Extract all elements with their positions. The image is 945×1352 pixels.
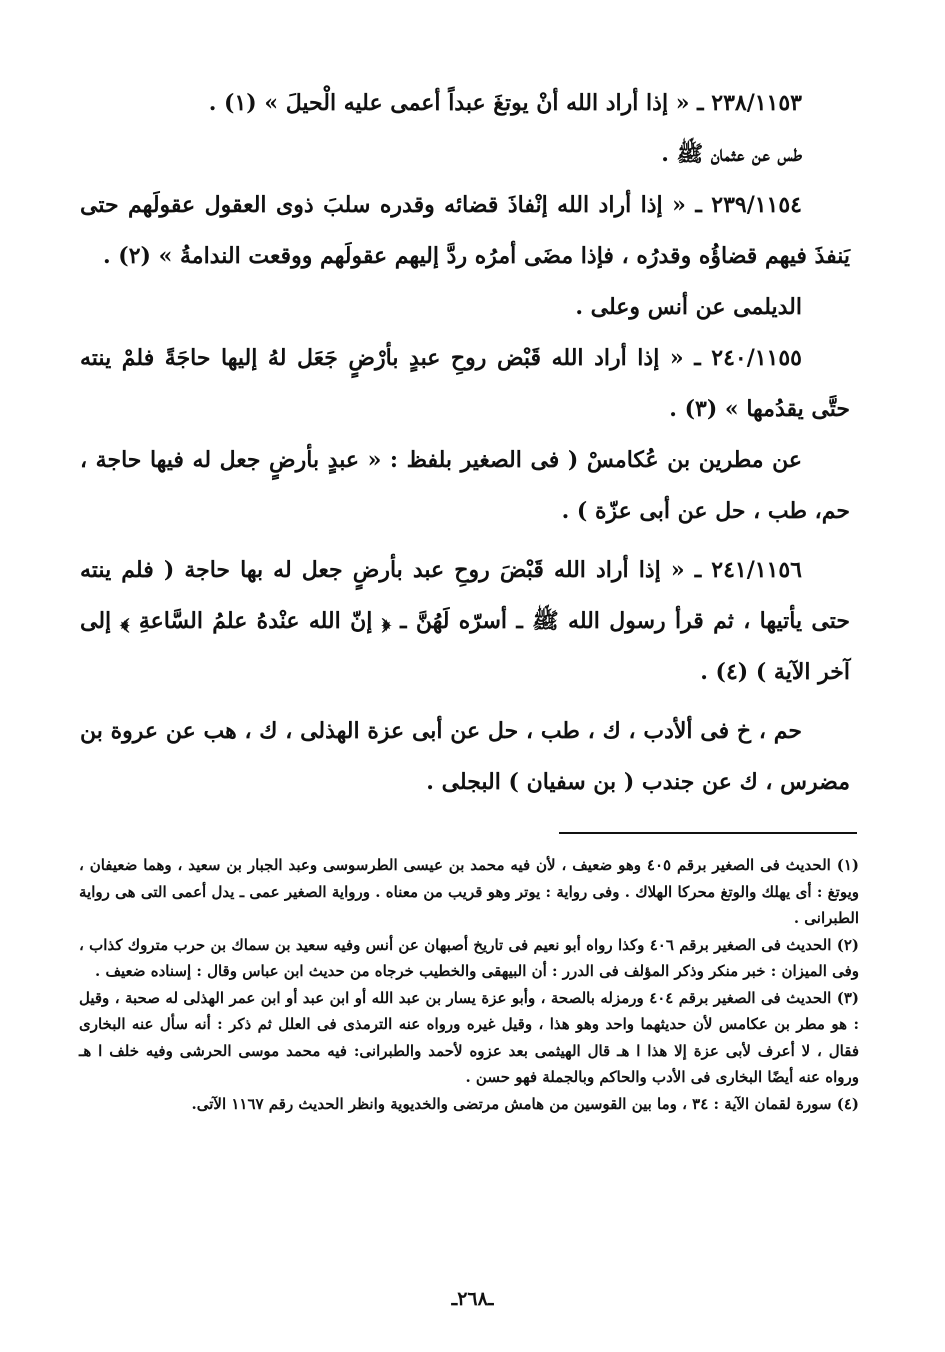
footnote-4: (٤) سورة لقمان الآية : ٣٤ ، وما بين القوسين من هامش مرتضى والخديوية وانظر الحديث رقم ١١٦٧ الآتى. [191,1094,859,1113]
footnote-divider [559,832,857,834]
footnote-1: (١) الحديث فى الصغير برقم ٤٠٥ وهو ضعيف ، لأن فيه محمد بن عيسى الطرسوسى وعبد الجبار بن سعيد ، وهما ضعيفان ، ويوتغ : أى يهلك والوتغ محركا الهلاك . وفى رواية : يوتر وهو قريب من معناه . ورواية الصغير عمى ـ يدل أعمى التى هى رواية الطبرانى . [79,856,859,927]
hadith-text [80,78,850,808]
source-1154: الديلمى عن أنس وعلى . [575,294,802,320]
source-1153: طس عن عثمان ﷺ . [661,141,802,167]
source-1155: عن مطرين بن عُكامسْ ( فى الصغير بلفظ : « عبدٍ بأرضٍ جعل له فيها حاجة ، حم، طب ، حل عن أبى عزّة ) . [80,447,850,524]
page-number: ـ٢٦٨ـ [451,1288,494,1310]
footnotes [79,852,859,1117]
hadith-1153: ٢٣٨/١١٥٣ ـ « إذا أراد الله أنْ يوتغَ عبداً أعمى عليه الْحيلَ » (١) . [208,90,802,116]
footnote-2: (٢) الحديث فى الصغير برقم ٤٠٦ وكذا رواه أبو نعيم فى تاريخ أصبهان عن أنس وفيه سعيد بن سماك بن حرب متروك كذاب ، وفى الميزان : خبر منكر وذكر المؤلف فى الدرر : أن البيهقى والخطيب خرجاه من حديث ابن عباس وقال : إسناده ضعيف . [79,935,859,980]
footnote-3: (٣) الحديث فى الصغير برقم ٤٠٤ ورمزله بالصحة ، وأبو عزة يسار بن عبد الله أو ابن عبد أو ابن عمر الهذلى له صحبة ، وقيل : هو مطر بن عكامس لأن حديثهما واحد وهو هذا ، وقيل غيره ورواه عنه الترمذى فى العلل ثم ذكر : أنه سأل عنه البخارى فقال ، لا أعرف لأبى عزة إلا هذا ا هـ قال الهيثمى بعد عزوه لأحمد والطبرانى: فيه محمد موسى الحرشى وفيه خلف ا هـ ورواه عنه أيضًا البخارى فى الأدب والحاكم وبالجملة فهو حسن . [79,988,860,1086]
hadith-1155: ٢٤٠/١١٥٥ ـ « إذا أراد الله قَبْض روحِ عبدٍ بأرْضٍ جَعَل لهُ إليها حاجَةً فلمْ ينته حتَّى يقدُمها » (٣) . [80,345,850,422]
hadith-1154: ٢٣٩/١١٥٤ ـ « إذا أراد الله إنْفاذَ قضائه وقدره سلبَ ذوى العقول عقولَهم حتى يَنفذَ فيهم قضاؤُه وقدرُه ، فإذا مضَى أمرُه ردَّ إليهم عقولَهم ووقعت الندامةُ » (٢) . [80,192,850,269]
source-1156: حم ، خ فى ألأدب ، ك ، طب ، حل عن أبى عزة الهذلى ، ك ، هب عن عروة بن مضرس ، ك عن جندب ( بن سفيان ) البجلى . [80,718,850,795]
hadith-1156: ٢٤١/١١٥٦ ـ « إذا أراد الله قَبْضَ روحِ عبد بأرضٍ جعل له بها حاجة ( فلم ينته حتى يأتيها ، ثم قرأ رسول الله ﷺ ـ أسرّه لَهُنَّ ـ ﴿ إنّ الله عنْدهُ علمُ السَّاعةِ ﴾ إلى آخر الآية ) (٤) . [80,557,850,685]
